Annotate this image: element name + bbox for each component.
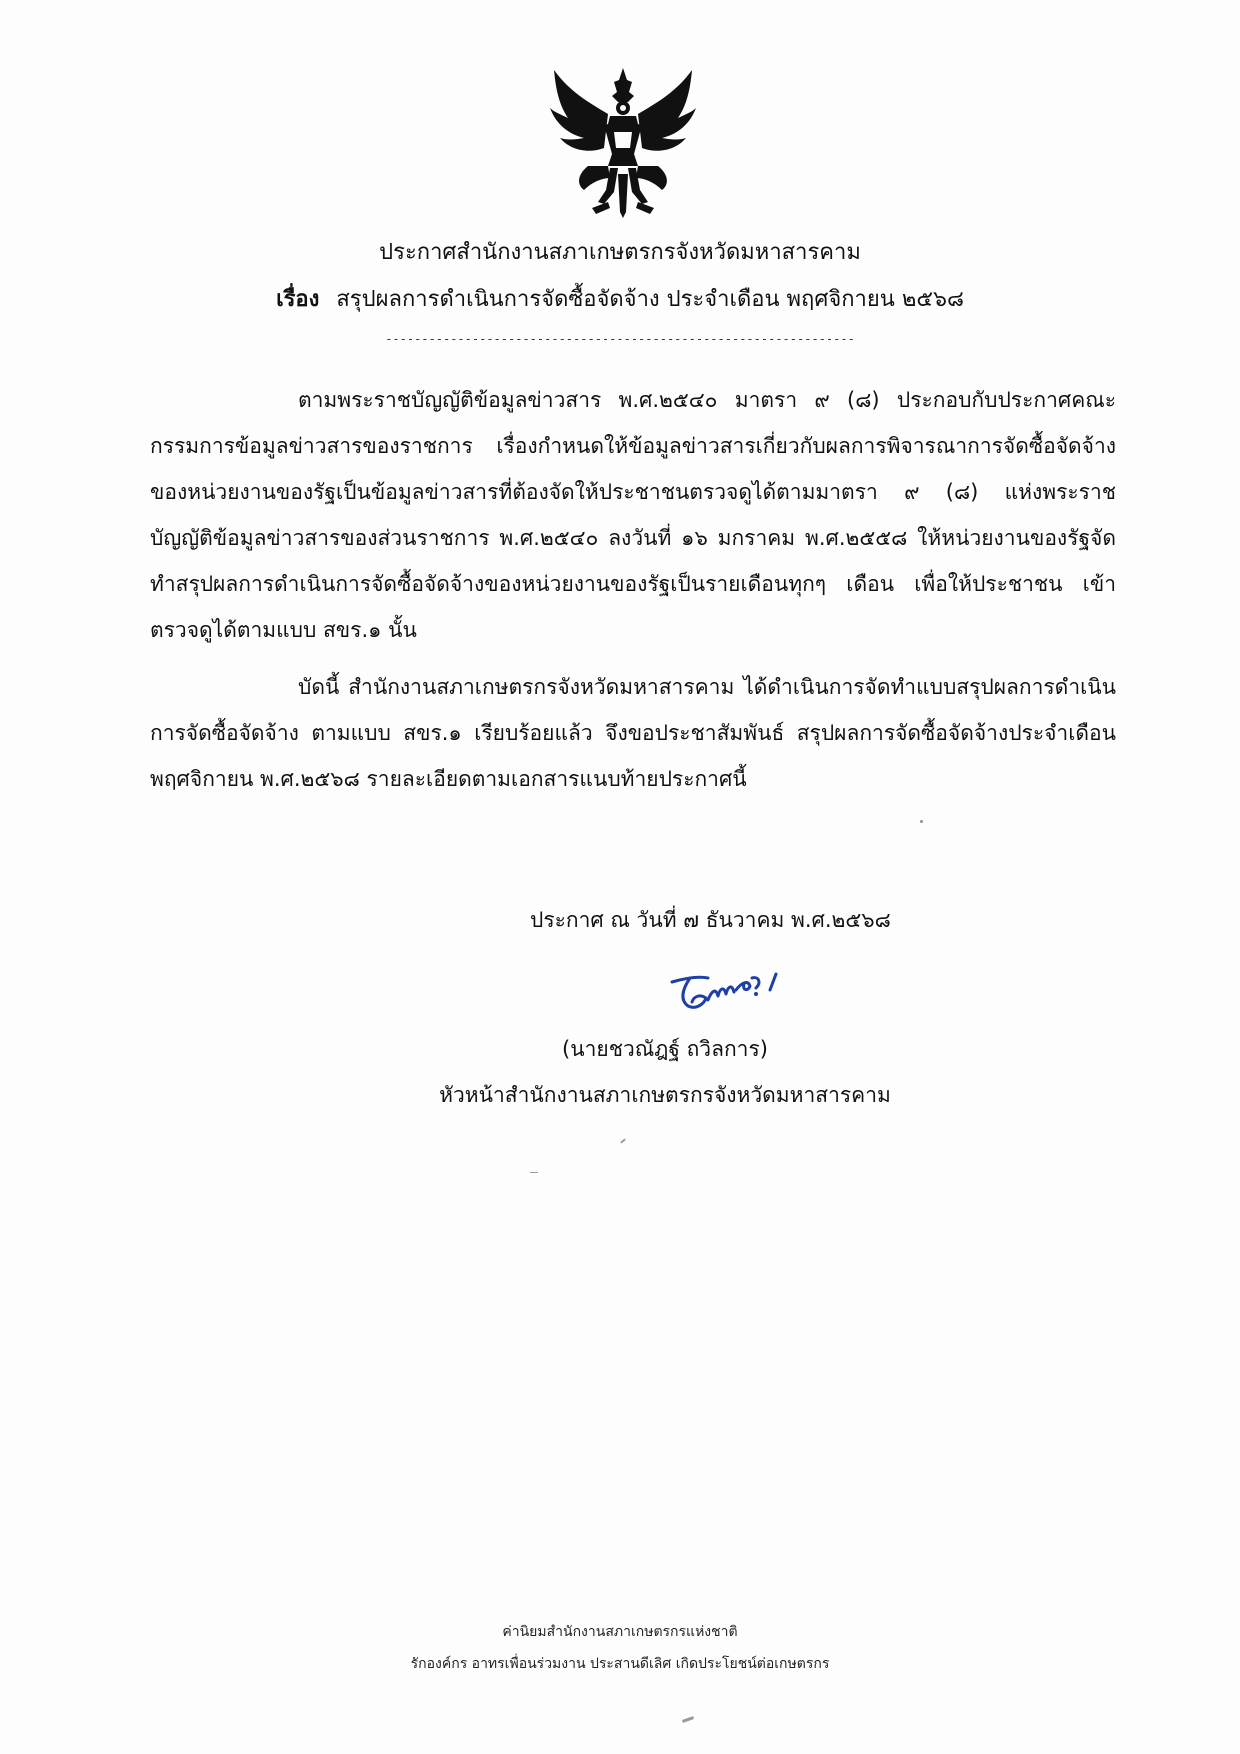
paragraph-2-text: บัดนี้ สำนักงานสภาเกษตรกรจังหวัดมหาสารคาม ได้ดำเนินการจัดทำแบบสรุปผลการดำเนินการจัดซื้อจัดจ้าง ตามแบบ สขร.๑ เรียบร้อยแล้ว จึงขอประชาสัมพันธ์ สรุปผลการจัดซื้อจัดจ้างประจำเดือน พฤศจิกายน พ.ศ.๒๕๖๘ รายละเอียดตามเอกสารแนบท้ายประกาศนี้: [150, 675, 1116, 791]
handwritten-signature-icon: [664, 960, 804, 1030]
footer-values-text: รักองค์กร อาทรเพื่อนร่วมงาน ประสานดีเลิศ เกิดประโยชน์ต่อเกษตรกร: [410, 1656, 830, 1672]
announcement-date: ประกาศ ณ วันที่ ๗ ธันวาคม พ.ศ.๒๕๖๘: [530, 908, 891, 932]
announcement-subject: [0, 285, 1240, 315]
subject-label: เรื่อง: [276, 287, 320, 312]
footer-values-heading: ค่านิยมสำนักงานสภาเกษตรกรแห่งชาติ: [502, 1624, 738, 1640]
announcement-title: ประกาศสำนักงานสภาเกษตรกรจังหวัดมหาสารคาม: [379, 240, 861, 265]
scan-speck: [920, 820, 923, 823]
scan-speck: [620, 1138, 626, 1143]
title-divider: -----------------------------------------------------------------: [385, 332, 855, 346]
scan-speck: [682, 1716, 694, 1723]
garuda-emblem-icon: [548, 62, 698, 222]
body-paragraph-1: [150, 377, 1116, 653]
subject-text: สรุปผลการดำเนินการจัดซื้อจัดจ้าง ประจำเดือน พฤศจิกายน ๒๕๖๘: [336, 287, 964, 312]
paragraph-1-text: ตามพระราชบัญญัติข้อมูลข่าวสาร พ.ศ.๒๕๔๐ มาตรา ๙ (๘) ประกอบกับประกาศคณะกรรมการข้อมูลข่าวสารของราชการ เรื่องกำหนดให้ข้อมูลข่าวสารเกี่ยวกับผลการพิจารณาการจัดซื้อจัดจ้างของหน่วยงานของรัฐเป็นข้อมูลข่าวสารที่ต้องจัดให้ประชาชนตรวจดูได้ตามมาตรา ๙ (๘) แห่งพระราชบัญญัติข้อมูลข่าวสารของส่วนราชการ พ.ศ.๒๕๔๐ ลงวันที่ ๑๖ มกราคม พ.ศ.๒๕๕๘ ให้หน่วยงานของรัฐจัดทำสรุปผลการดำเนินการจัดซื้อจัดจ้างของหน่วยงานของรัฐเป็นรายเดือนทุกๆ เดือน เพื่อให้ประชาชน เข้าตรวจดูได้ตามแบบ สขร.๑ นั้น: [150, 388, 1116, 642]
signer-name: (นายชวณัฎฐ์ ถวิลการ): [562, 1037, 768, 1061]
scan-speck: [530, 1172, 538, 1173]
signer-position: หัวหน้าสำนักงานสภาเกษตรกรจังหวัดมหาสารคาม: [439, 1083, 891, 1107]
body-paragraph-2: [150, 664, 1116, 802]
